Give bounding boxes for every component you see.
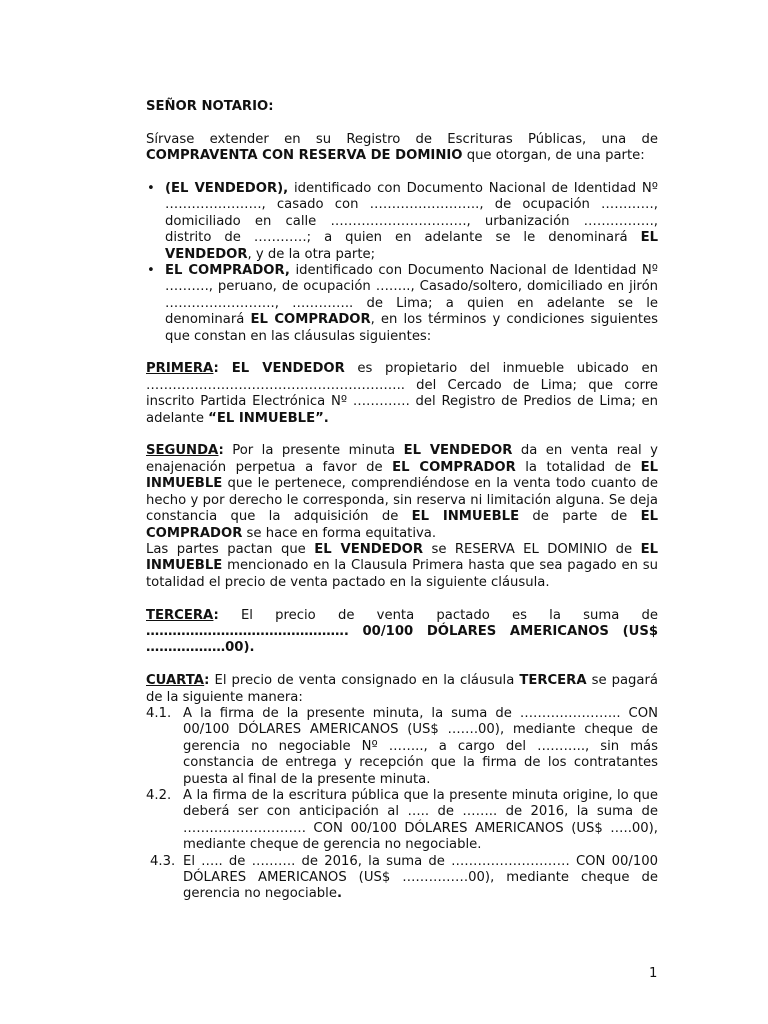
party-buyer: • EL COMPRADOR, identificado con Documento Nacional de Identidad Nº ………., peruano, de ocupación …….., Casado/soltero, domiciliado en jirón ……………………., ………….. de Lima; a quien en adelante se le denominará EL COMPRADOR, en los términos y condiciones siguientes que constan en las cláusulas siguientes: <box>146 263 658 345</box>
item-number: 4.2. <box>146 787 172 803</box>
intro-paragraph: Sírvase extender en su Registro de Escrituras Públicas, una de COMPRAVENTA CON RESERVA DE DOMINIO que otorgan, de una parte: <box>146 131 658 164</box>
clause-segunda: SEGUNDA: Por la presente minuta EL VENDEDOR da en venta real y enajenación perpetua a favor de EL COMPRADOR la totalidad de EL INMUEBLE que le pertenece, comprendiéndose en la venta todo cuanto de hecho y por derecho le corresponda, sin reserva ni limitación alguna. Se deja constancia que la adquisición de EL INMUEBLE de parte de EL COMPRADOR se hace en forma equitativa. <box>146 443 659 541</box>
document-body <box>146 99 658 903</box>
clause-segunda-reserve: Las partes pactan que EL VENDEDOR se RESERVA EL DOMINIO de EL INMUEBLE mencionado en la Clausula Primera hasta que sea pagado en su totalidad el precio de venta pactado en la siguiente cláusula. <box>146 541 658 590</box>
clause-title: SEGUNDA <box>146 443 219 459</box>
clause-tercera: TERCERA: El precio de venta pactado es la suma de ………………………………………. 00/100 DÓLARES AMERICANOS (US$ ………………00). <box>146 607 658 656</box>
payment-item: 4.1. A la firma de la presente minuta, la suma de ………………….. CON 00/100 DÓLARES AMERICANOS (US$ …….00), mediante cheque de gerencia no negociable Nº …….., a cargo del ……….., sin más constancia de entrega y recepción que la firma de los contratantes puesta al final de la presente minuta. <box>146 705 658 787</box>
document-heading: SEÑOR NOTARIO: <box>146 99 274 114</box>
clause-title: PRIMERA <box>146 361 214 377</box>
payment-list <box>146 706 658 903</box>
clause-title: TERCERA <box>146 607 214 623</box>
clause-cuarta: CUARTA: El precio de venta consignado en la cláusula TERCERA se pagará de la siguiente manera: <box>146 673 658 705</box>
page-number: 1 <box>649 966 658 981</box>
clause-primera: PRIMERA: EL VENDEDOR es propietario del inmueble ubicado en ………………………………………………….. del Cercado de Lima; que corre inscrito Partida Electrónica Nº …………. del Registro de Predios de Lima; en adelante “EL INMUEBLE”. <box>146 361 658 426</box>
item-number: 4.3. <box>150 853 176 869</box>
clause-title: CUARTA <box>146 673 205 689</box>
party-seller: • (EL VENDEDOR), identificado con Documento Nacional de Identidad Nº …………………., casado con ……………………., de ocupación …………, domiciliado en calle …………………………., urbanización ……………., distrito de …………; a quien en adelante se le denominará EL VENDEDOR, y de la otra parte; <box>146 181 658 263</box>
payment-item: 4.2. A la firma de la escritura pública que la presente minuta origine, lo que deberá ser con anticipación al ….. de …….. de 2016, la suma de ………………………. CON 00/100 DÓLARES AMERICANOS (US$ …..00), mediante cheque de gerencia no negociable. <box>146 787 658 853</box>
parties-list <box>146 181 658 345</box>
payment-item: 4.3. El ….. de ………. de 2016, la suma de ……………………… CON 00/100 DÓLARES AMERICANOS (US$ ……………00), mediante cheque de gerencia no negociable. <box>150 853 658 902</box>
item-number: 4.1. <box>146 705 172 721</box>
